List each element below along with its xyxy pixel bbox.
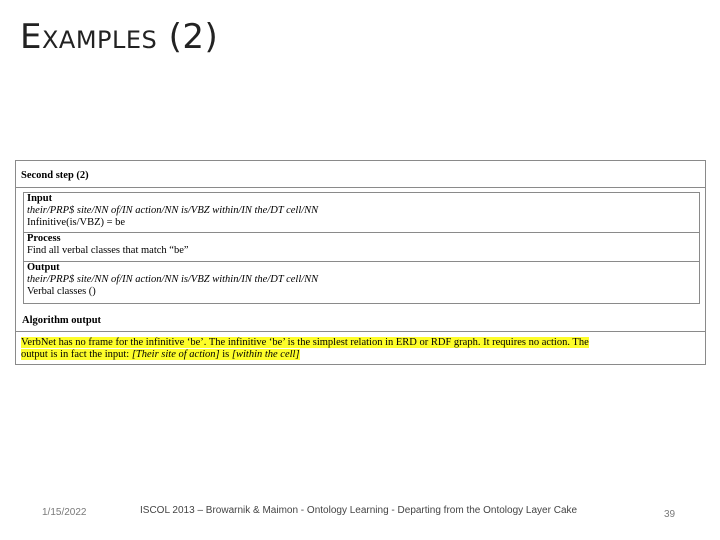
figure-heading: Second step (2)	[21, 170, 89, 181]
algorithm-output-line1: VerbNet has no frame for the infinitive ‘be’. The infinitive ‘be’ is the simplest relation in ERD or RDF graph. It requires no action. The	[21, 337, 589, 348]
algorithm-output-line2	[21, 349, 300, 360]
process-text: Find all verbal classes that match “be”	[27, 245, 189, 256]
slide-title	[20, 17, 219, 57]
output-label: Output	[27, 262, 60, 273]
algorithm-line2-prefix: output is in fact the input:	[21, 349, 132, 360]
slide-title-rest: XAMPLES	[41, 26, 158, 54]
footer-date: 1/15/2022	[42, 507, 87, 518]
algorithm-divider	[16, 331, 705, 332]
process-label: Process	[27, 233, 61, 244]
output-tagged-text: their/PRP$ site/NN of/IN action/NN is/VBZ within/IN the/DT cell/NN	[27, 274, 319, 285]
footer-citation: ISCOL 2013 – Browarnik & Maimon - Ontology Learning - Departing from the Ontology Layer Cake	[140, 505, 578, 516]
algorithm-line2-verb: is	[219, 349, 232, 360]
example-figure	[15, 160, 706, 365]
input-infinitive: Infinitive(is/VBZ) = be	[27, 217, 126, 228]
output-step	[24, 262, 699, 302]
algorithm-output-text	[21, 337, 705, 361]
input-tagged-text: their/PRP$ site/NN of/IN action/NN is/VBZ within/IN the/DT cell/NN	[27, 205, 319, 216]
slide-title-suffix: (2)	[157, 17, 219, 57]
figure-heading-row	[16, 161, 705, 188]
input-step	[24, 193, 699, 233]
page-number: 39	[664, 509, 676, 520]
input-label: Input	[27, 193, 53, 204]
process-step	[24, 233, 699, 262]
algorithm-line2-object: [within the cell]	[231, 349, 300, 360]
algorithm-line2-subject: [Their site of action]	[131, 349, 220, 360]
steps-table	[23, 192, 700, 304]
slide-title-initial: E	[20, 17, 42, 57]
output-verbal-classes: Verbal classes ()	[27, 286, 96, 297]
algorithm-output-label: Algorithm output	[22, 315, 102, 326]
